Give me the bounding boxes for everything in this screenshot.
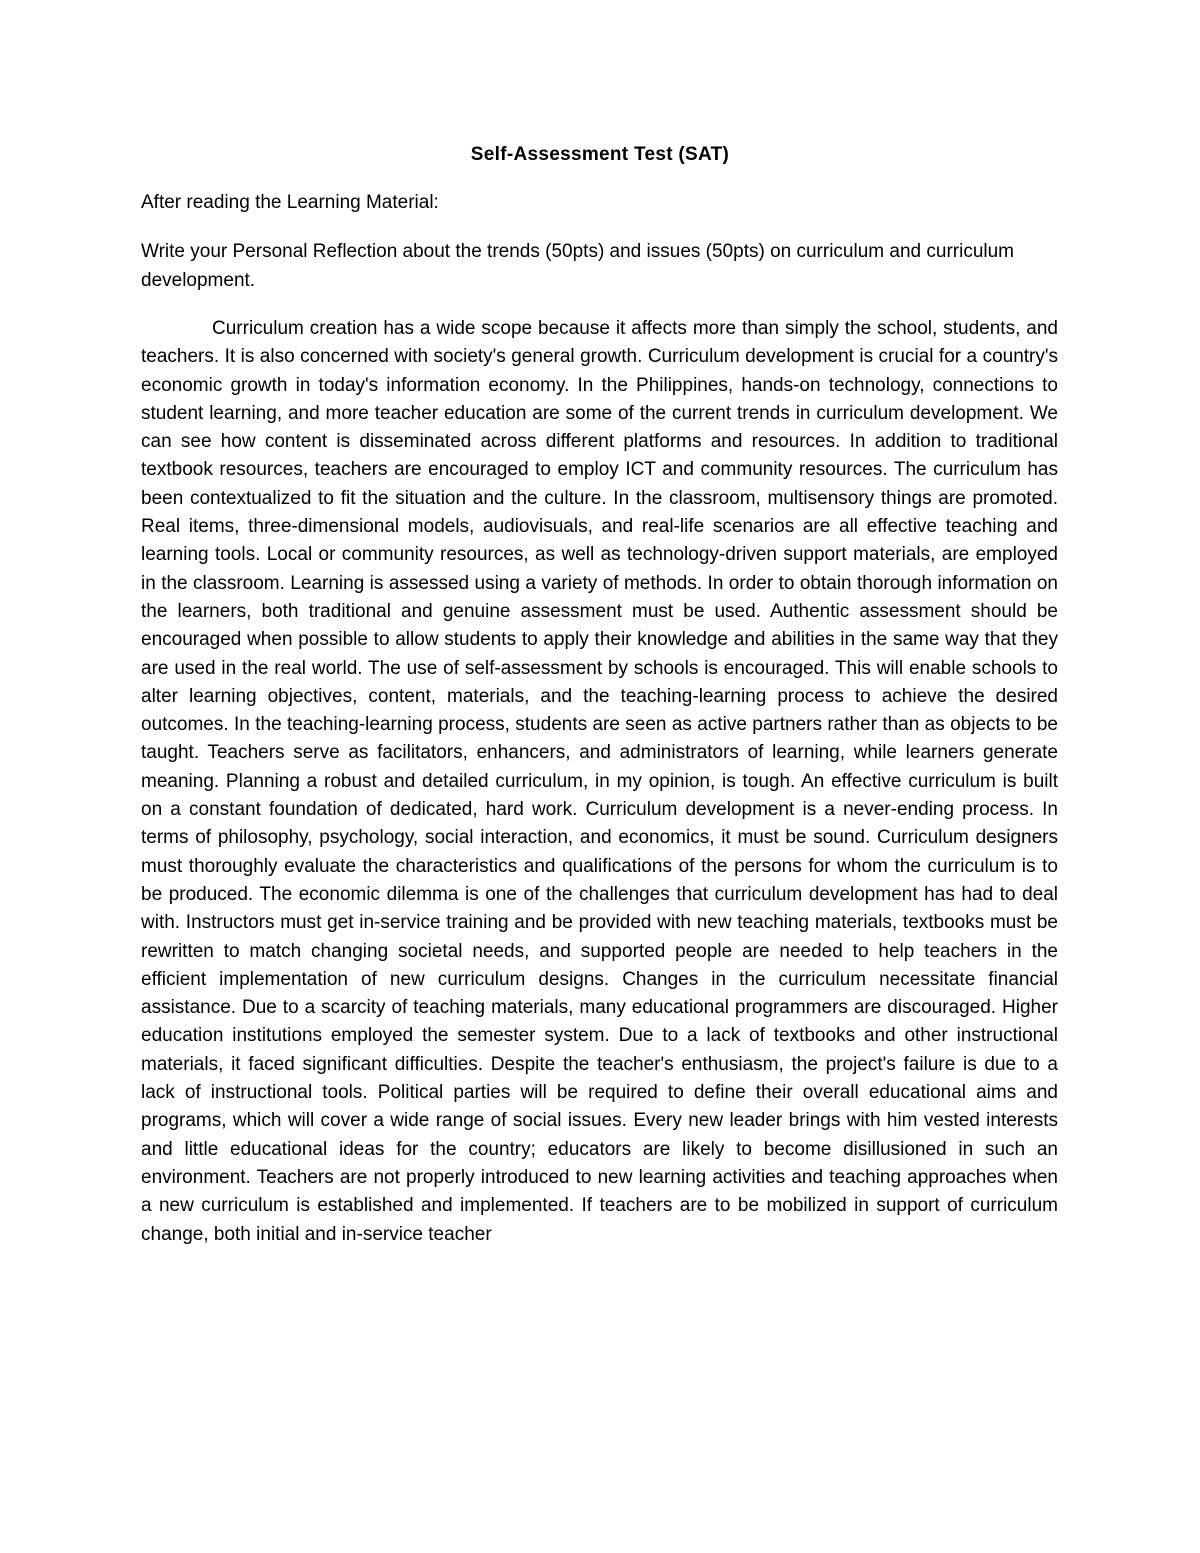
reflection-paragraph: Curriculum creation has a wide scope because it affects more than simply the school, students, and teachers. It is also concerned with society's general growth. Curriculum development is crucial for a country's economic growth in today's information economy. In the Philippines, hands-on technology, connections to student learning, and more teacher education are some of the current trends in curriculum development. We can see how content is disseminated across different platforms and resources. In addition to traditional textbook resources, teachers are encouraged to employ ICT and community resources. The curriculum has been contextualized to fit the situation and the culture. In the classroom, multisensory things are promoted. Real items, three-dimensional models, audiovisuals, and real-life scenarios are all effective teaching and learning tools. Local or community resources, as well as technology-driven support materials, are employed in the classroom. Learning is assessed using a variety of methods. In order to obtain thorough information on the learners, both traditional and genuine assessment must be used. Authentic assessment should be encouraged when possible to allow students to apply their knowledge and abilities in the same way that they are used in the real world. The use of self-assessment by schools is encouraged. This will enable schools to alter learning objectives, content, materials, and the teaching-learning process to achieve the desired outcomes. In the teaching-learning process, students are seen as active partners rather than as objects to be taught. Teachers serve as facilitators, enhancers, and administrators of learning, while learners generate meaning. Planning a robust and detailed curriculum, in my opinion, is tough. An effective curriculum is built on a constant foundation of dedicated, hard work. Curriculum development is a never-ending process. In terms of philosophy, psychology, social interaction, and economics, it must be sound. Curriculum designers must thoroughly evaluate the characteristics and qualifications of the persons for whom the curriculum is to be produced. The economic dilemma is one of the challenges that curriculum development has had to deal with. Instructors must get in-service training and be provided with new teaching materials, textbooks must be rewritten to match changing societal needs, and supported people are needed to help teachers in the efficient implementation of new curriculum designs. Changes in the curriculum necessitate financial assistance. Due to a scarcity of teaching materials, many educational programmers are discouraged. Higher education institutions employed the semester system. Due to a lack of textbooks and other instructional materials, it faced significant difficulties. Despite the teacher's enthusiasm, the project's failure is due to a lack of instructional tools. Political parties will be required to define their overall educational aims and programs, which will cover a wide range of social issues. Every new leader brings with him vested interests and little educational ideas for the country; educators are likely to become disillusioned in such an environment. Teachers are not properly introduced to new learning activities and teaching approaches when a new curriculum is established and implemented. If teachers are to be mobilized in support of curriculum change, both initial and in-service teacher [141,318,1058,1245]
page-title: Self-Assessment Test (SAT) [470,144,730,165]
instruction-intro: After reading the Learning Material: [141,192,439,213]
instruction-prompt: Write your Personal Reflection about the trends (50pts) and issues (50pts) on curriculum and curriculum development. [141,241,1014,291]
